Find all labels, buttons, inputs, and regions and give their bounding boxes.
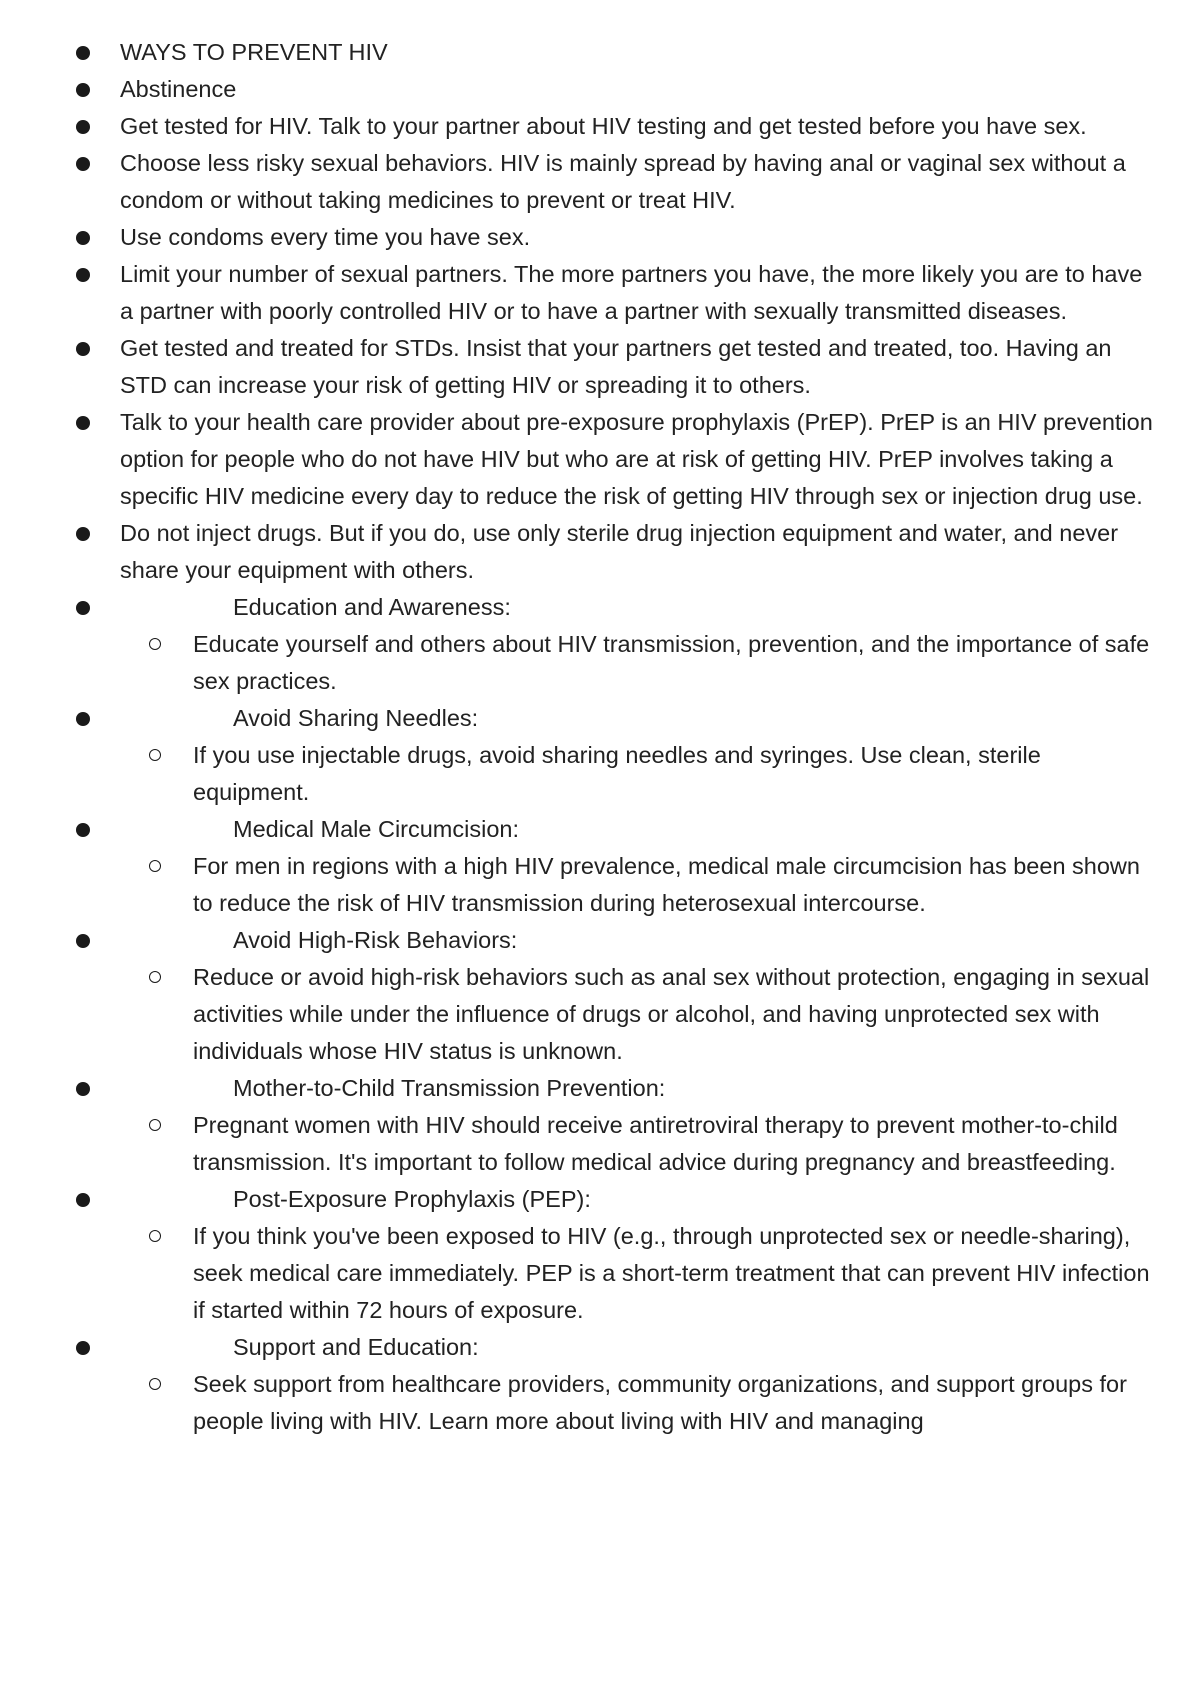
sub-list-item [0,1107,1200,1181]
section-heading-item [0,922,1200,959]
sub-list-item-text: Seek support from healthcare providers, community organizations, and support groups for people living with HIV. Learn more about living with HIV and managing [193,1371,1127,1434]
sub-list-item-text: Reduce or avoid high-risk behaviors such as anal sex without protection, engaging in sexual activities while under the influence of drugs or alcohol, and having unprotected sex with individuals whose HIV status is unknown. [193,964,1150,1064]
section-heading-text: Medical Male Circumcision: [233,816,519,842]
section-heading-item [0,589,1200,626]
sub-list-item [0,1218,1200,1329]
hollow-circle-bullet-icon [149,749,161,761]
bullet-dot-icon [76,1082,90,1096]
sub-list-item-text: For men in regions with a high HIV prevalence, medical male circumcision has been shown to reduce the risk of HIV transmission during heterosexual intercourse. [193,853,1140,916]
list-item [0,330,1200,404]
hollow-circle-bullet-icon [149,1119,161,1131]
list-item-text: Talk to your health care provider about pre-exposure prophylaxis (PrEP). PrEP is an HIV prevention option for people who do not have HIV but who are at risk of getting HIV. PrEP involves taking a specific HIV medicine every day to reduce the risk of getting HIV through sex or injection drug use. [120,409,1153,509]
bullet-dot-icon [76,231,90,245]
section-heading-text: Post-Exposure Prophylaxis (PEP): [233,1186,591,1212]
sub-list-item-text: If you think you've been exposed to HIV (e.g., through unprotected sex or needle-sharing), seek medical care immediately. PEP is a short-term treatment that can prevent HIV infection if started within 72 hours of exposure. [193,1223,1150,1323]
list-item [0,404,1200,515]
sub-list-item-text: Pregnant women with HIV should receive antiretroviral therapy to prevent mother-to-child transmission. It's important to follow medical advice during pregnancy and breastfeeding. [193,1112,1118,1175]
sub-list-item [0,959,1200,1070]
list-item-text: Get tested and treated for STDs. Insist that your partners get tested and treated, too. Having an STD can increase your risk of getting HIV or spreading it to others. [120,335,1112,398]
section-heading-text: Avoid High-Risk Behaviors: [233,927,518,953]
sub-list-item [0,1366,1200,1440]
bullet-dot-icon [76,712,90,726]
list-item [0,108,1200,145]
hollow-circle-bullet-icon [149,860,161,872]
list-item-text: Abstinence [120,76,237,102]
hollow-circle-bullet-icon [149,971,161,983]
bullet-dot-icon [76,120,90,134]
list-item-text: Get tested for HIV. Talk to your partner about HIV testing and get tested before you have sex. [120,113,1087,139]
bullet-dot-icon [76,1193,90,1207]
section-heading-text: Support and Education: [233,1334,479,1360]
bullet-dot-icon [76,157,90,171]
sub-list-item [0,848,1200,922]
sub-list-item [0,737,1200,811]
hollow-circle-bullet-icon [149,638,161,650]
bullet-dot-icon [76,268,90,282]
section-heading-item [0,1329,1200,1366]
section-heading-item [0,700,1200,737]
section-heading-item [0,811,1200,848]
list-item [0,256,1200,330]
section-heading-item [0,1181,1200,1218]
bullet-dot-icon [76,342,90,356]
bullet-dot-icon [76,83,90,97]
hollow-circle-bullet-icon [149,1378,161,1390]
list-item-text: WAYS TO PREVENT HIV [120,39,388,65]
hollow-circle-bullet-icon [149,1230,161,1242]
section-heading-text: Avoid Sharing Needles: [233,705,479,731]
bullet-dot-icon [76,416,90,430]
sub-list-item-text: If you use injectable drugs, avoid sharing needles and syringes. Use clean, sterile equipment. [193,742,1041,805]
sub-list-item [0,626,1200,700]
bullet-dot-icon [76,1341,90,1355]
bullet-dot-icon [76,823,90,837]
sub-list-item-text: Educate yourself and others about HIV transmission, prevention, and the importance of safe sex practices. [193,631,1150,694]
list-item [0,515,1200,589]
section-heading-item [0,1070,1200,1107]
prevention-list [0,34,1200,1440]
list-item [0,145,1200,219]
bullet-dot-icon [76,601,90,615]
list-item-text: Use condoms every time you have sex. [120,224,531,250]
section-heading-text: Education and Awareness: [233,594,511,620]
list-item [0,71,1200,108]
list-item [0,34,1200,71]
list-item-text: Choose less risky sexual behaviors. HIV is mainly spread by having anal or vaginal sex without a condom or without taking medicines to prevent or treat HIV. [120,150,1126,213]
bullet-dot-icon [76,934,90,948]
list-item [0,219,1200,256]
bullet-dot-icon [76,46,90,60]
section-heading-text: Mother-to-Child Transmission Prevention: [233,1075,666,1101]
document-page [0,34,1200,1440]
list-item-text: Limit your number of sexual partners. The more partners you have, the more likely you are to have a partner with poorly controlled HIV or to have a partner with sexually transmitted diseases. [120,261,1143,324]
list-item-text: Do not inject drugs. But if you do, use only sterile drug injection equipment and water, and never share your equipment with others. [120,520,1119,583]
bullet-dot-icon [76,527,90,541]
